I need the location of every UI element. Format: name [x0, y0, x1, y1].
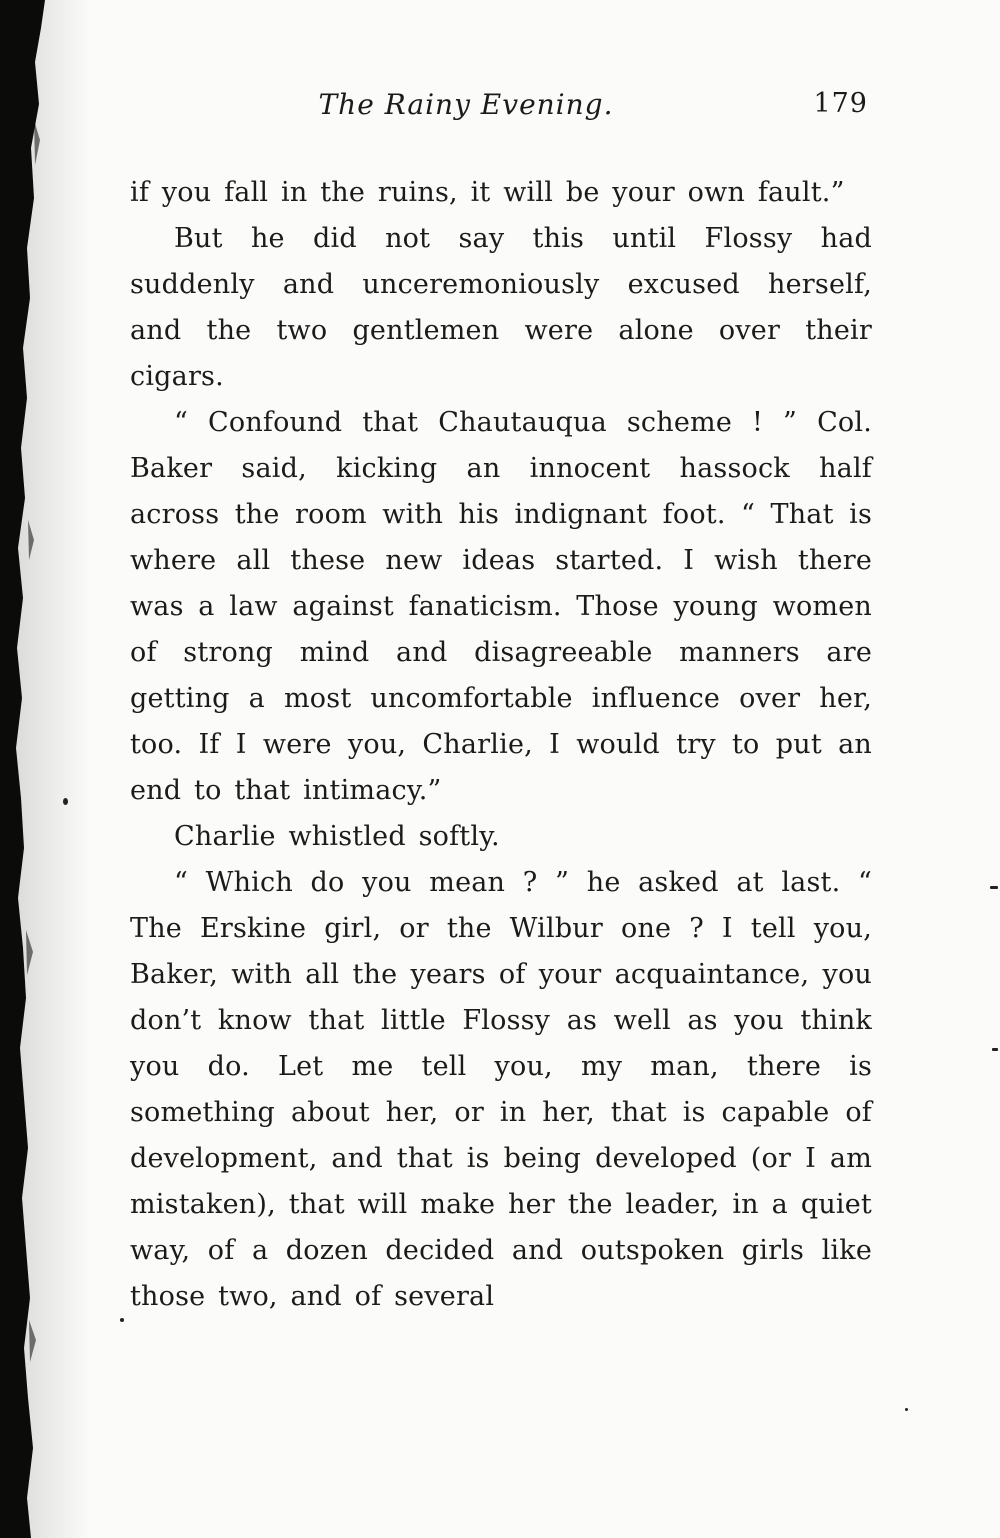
- scan-speck: [990, 886, 998, 889]
- scan-speck: [63, 798, 68, 805]
- scan-speck: [992, 1048, 998, 1051]
- paragraph: if you fall in the ruins, it will be your own fault.”: [130, 177, 845, 208]
- page-body: [130, 170, 872, 1320]
- scan-speck: [120, 1318, 124, 1322]
- binding-shadow: [0, 0, 52, 1538]
- paragraph: “ Which do you mean ? ” he asked at last. “ The Erskine girl, or the Wilbur one ? I tell you, Baker, with all the years of your acquaintance, you don’t know that little Flossy as well as you think you do. Let me tell you, my man, there is something about her, or in her, that is capable of development, and that is being developed (or I am mistaken), that will make her the leader, in a quiet way, of a dozen decided and outspoken girls like those two, and of several: [130, 867, 872, 1312]
- scan-speck: [905, 1408, 908, 1411]
- text-column: [130, 88, 872, 1320]
- paragraph: But he did not say this until Flossy had suddenly and unceremoniously excused herself, and the two gentlemen were alone over their cigars.: [130, 223, 872, 392]
- running-head: [130, 88, 872, 136]
- page-number: 179: [813, 88, 868, 119]
- running-title: The Rainy Evening.: [318, 88, 614, 121]
- paragraph: Charlie whistled softly.: [174, 821, 500, 852]
- paragraph: “ Confound that Chautauqua scheme ! ” Col. Baker said, kicking an innocent hassock half across the room with his indignant foot. “ That is where all these new ideas started. I wish there was a law against fanaticism. Those young women of strong mind and disagreeable manners are getting a most uncomfortable influence over her, too. If I were you, Charlie, I would try to put an end to that intimacy.”: [130, 407, 872, 806]
